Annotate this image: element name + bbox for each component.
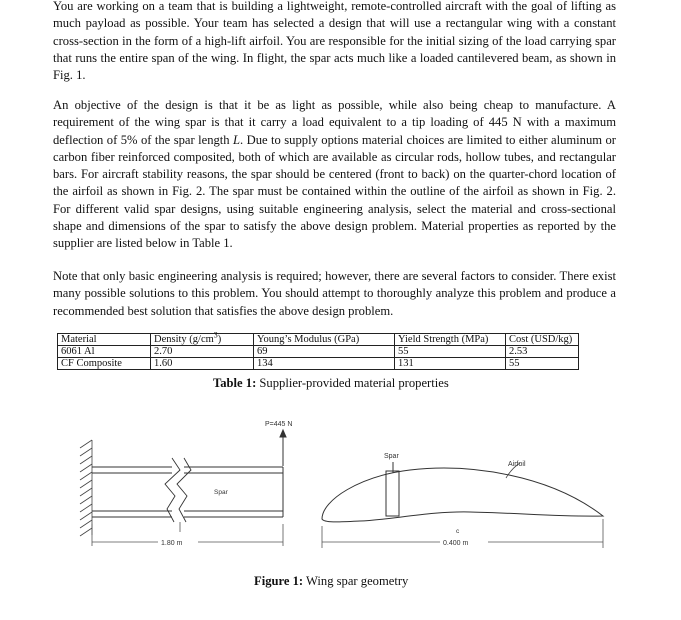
analysis-note-paragraph: Note that only basic engineering analysis is required; however, there are several factors to consider. There exist many possible solutions to this problem. You should attempt to thoroughly analyze this problem and produce a recommended best solution that satisfies the above design problem. [53,269,616,318]
cell-density: 1.60 [151,358,254,370]
length-dimension [92,522,283,546]
header-youngs-modulus: Young’s Modulus (GPa) [254,334,395,346]
airfoil-spar [386,462,399,516]
cell-yield: 131 [395,358,506,370]
cell-cost: 55 [506,358,579,370]
beam-break-marks [165,458,191,522]
cell-material: 6061 Al [58,346,151,358]
tip-load-arrow [280,430,286,466]
intro-paragraph: You are working on a team that is building a lightweight, remote-controlled aircraft with the goal of lifting as much payload as possible. Your team has selected a design that will use a rectangular wing with a constant cross-section in the form of a high-lift airfoil. You are responsible for the initial sizing of the load carrying spar that runs the entire span of the wing. In flight, the spar acts much like a loaded cantilevered beam, as shown in Fig. 1. [53,0,616,83]
cell-material: CF Composite [58,358,151,370]
airfoil-spar-label: Spar [384,453,399,460]
header-yield-strength: Yield Strength (MPa) [395,334,506,346]
requirements-text-b: . Due to supply options material choices are limited to either aluminum or carbon fiber reinforced composited, both of which are available as circular rods, hollow tubes, and rectangular bars. For aircraft stability reasons, the spar should be centered (front to back) on the quarter-chord location of the airfoil as shown in Fig. 2. The spar must be contained within the outline of the airfoil as shown in Fig. 2. For different valid spar designs, using suitable engineering analysis, select the material and cross-sectional shape and dimensions of the spar to satisfy the above design problem. Material properties as reported by the supplier are listed below in Table 1. [53,132,616,251]
length-label: 1.80 m [161,540,183,547]
cell-modulus: 134 [254,358,395,370]
airfoil-label: Airfoil [508,461,526,468]
wall-hatching [80,440,92,536]
header-cost: Cost (USD/kg) [506,334,579,346]
cell-modulus: 69 [254,346,395,358]
cantilever-beam [92,467,283,517]
cell-yield: 55 [395,346,506,358]
cell-cost: 2.53 [506,346,579,358]
airfoil-outline [322,468,603,522]
table-caption: Table 1: Supplier-provided material properties [213,376,449,390]
spar-length-variable: L [233,132,241,147]
chord-c-label: c [456,528,460,535]
figure-caption: Figure 1: Wing spar geometry [254,574,409,588]
load-label: P=445 N [265,421,293,428]
header-material: Material [58,334,151,346]
cell-density: 2.70 [151,346,254,358]
beam-spar-label: Spar [214,489,228,496]
chord-length-label: 0.400 m [443,540,469,547]
header-density: Density $(g/cm^3)$ [151,334,254,346]
requirements-text-a: An objective of the design is that it be as light as possible, while also being cheap to manufacture. A requirement of the wing spar is that it carry a load equivalent to a tip loading of 445 N with a maximum deflection of 5% of the spar length [53,98,616,147]
